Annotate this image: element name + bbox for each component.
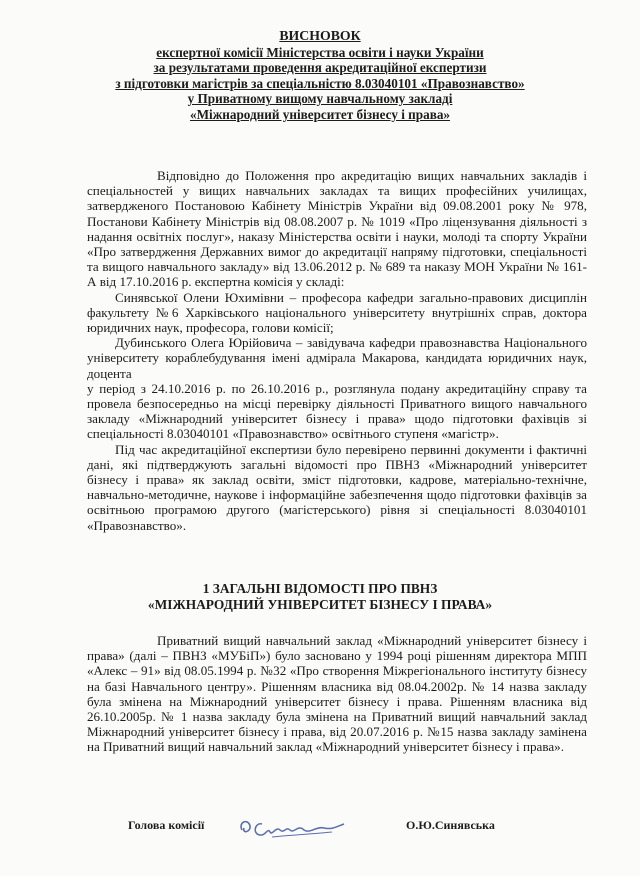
section-heading-line-1: 1 ЗАГАЛЬНІ ВІДОМОСТІ ПРО ПВНЗ <box>202 581 438 596</box>
header-line-1: експертної комісії Міністерства освіти і науки України <box>156 44 484 60</box>
header-line-4: у Приватному вищому навчальному закладі <box>187 91 453 107</box>
paragraph-verification: Під час акредитаційної експертизи було перевірено первинні документи і фактичні дані, які підтверджують загальні відомості про ПВНЗ «Міжнародний університет бізнесу і права» як заклад освіти, зміст підготовки, кадрове, матеріально-технічне, навчально-методичне, наукове і інформаційне забезпечення щодо підготовки фахівців за освітньою програмою другого (магістерського) рівня зі спеціальності 8.03040101 «Правознавство». <box>87 441 587 533</box>
paragraph-history: Приватний вищий навчальний заклад «Міжнародний університет бізнесу і права» (далі – ПВНЗ «МУБіП») було засновано у 1994 році рішенням директора МПП «Алекс – 91» від 08.05.1994 р. №32 «Про створення Міжрегіонального інституту бізнесу на базі Навчального центру». Рішенням власника від 08.04.2002р. № 14 назва закладу була змінена на Міжнародний університет бізнесу і права. Рішенням власника від 26.10.2005р. № 1 назва закладу була змінена на Приватний вищий навчальний заклад Міжнародний університет бізнесу і права, від 20.07.2016 р. №15 назва закладу замінена на Приватний вищий навчальний заклад «Міжнародний університет бізнесу і права». <box>87 633 587 755</box>
header-line-5: «Міжнародний університет бізнесу і права» <box>189 106 451 122</box>
chair-name: О.Ю.Синявська <box>406 818 495 832</box>
paragraph-intro: Відповідно до Положення про акредитацію вищих навчальних закладів і спеціальностей у вищих навчальних закладах та вищих професійних училищах, затвердженого Постановою Кабінету Міністрів України від 09.08.2001 року № 978, Постанови Кабінету Міністрів від 08.08.2007 р. № 1019 «Про ліцензування діяльності з надання освітніх послуг», наказу Міністерства освіти і науки, молоді та спорту України «Про затвердження Державних вимог до акредитації напряму підготовки, спеціальності та вищого навчального закладу» від 13.06.2012 р. № 689 та наказу МОН України № 161-А від 17.10.2016 р. експертна комісія у складі: <box>87 168 587 290</box>
document-title: ВИСНОВОК <box>279 28 361 43</box>
paragraph-member-1: Синявської Олени Юхимівни – професора кафедри загально-правових дисциплін факультету №6 Харківського національного університету внутрішніх справ, доктора юридичних наук, професора, голови комісії; <box>87 289 587 336</box>
section-heading <box>0 581 640 613</box>
handwritten-signature <box>232 808 362 848</box>
header-line-3: з підготовки магістрів за спеціальністю 8.03040101 «Правознавство» <box>115 75 525 91</box>
document-body <box>87 168 587 533</box>
paragraph-member-2: Дубинського Олега Юрійовича – завідувача кафедри правознавства Національного університету кораблебудування імені адмірала Макарова, кандидата юридичних наук, доцента <box>87 335 587 381</box>
signature-label: Голова комісії <box>128 818 205 832</box>
document-header <box>0 28 640 123</box>
section-heading-line-2: «МІЖНАРОДНИЙ УНІВЕРСИТЕТ БІЗНЕСУ І ПРАВА» <box>147 597 493 612</box>
section-body <box>87 633 587 755</box>
paragraph-period: у період з 24.10.2016 р. по 26.10.2016 р., розглянула подану акредитаційну справу та провела безпосередньо на місці перевірку діяльності Приватного вищого навчального закладу «Міжнародний університет бізнесу і права» щодо підготовки фахівців зі спеціальності 8.03040101 «Правознавство» освітнього ступеня «магістр». <box>87 380 587 442</box>
header-line-2: за результатами проведення акредитаційної експертизи <box>153 60 487 76</box>
